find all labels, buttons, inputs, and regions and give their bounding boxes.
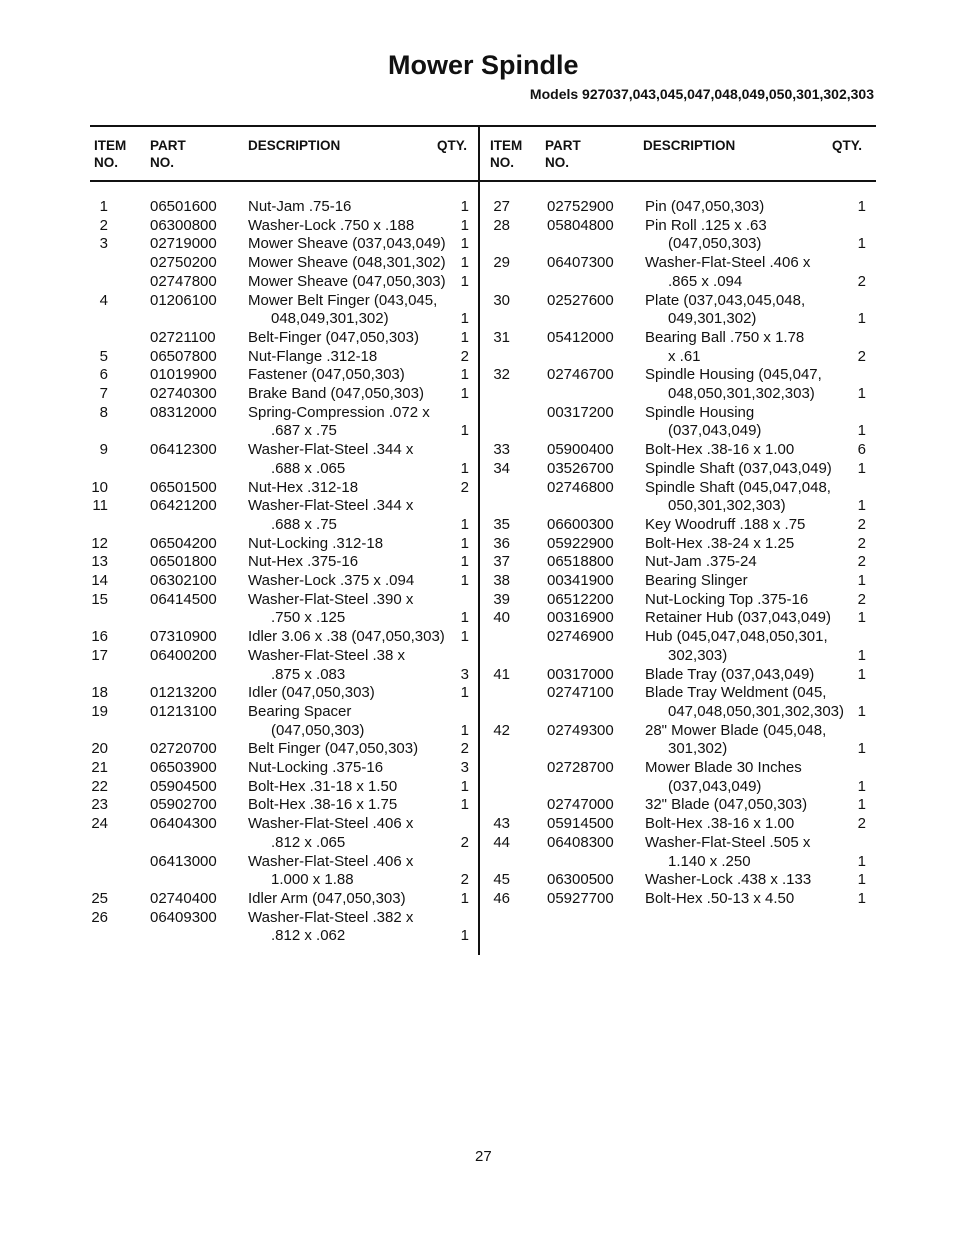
- item-no-cell: 41: [493, 665, 510, 683]
- qty-cell: 1: [460, 609, 469, 627]
- qty-cell: 1: [460, 534, 469, 552]
- part-no-cell: 02747800: [150, 272, 217, 290]
- qty-cell: 1: [857, 665, 866, 683]
- item-no-cell: 21: [91, 759, 108, 776]
- item-no-cell: 19: [91, 702, 108, 720]
- qty-cell: 1: [460, 889, 469, 907]
- table-row: [0, 795, 954, 814]
- part-no-cell: 00317200: [547, 403, 614, 421]
- part-no-cell: 06501600: [150, 198, 217, 215]
- part-no-cell: 00341900: [547, 572, 614, 589]
- table-row: [0, 552, 954, 571]
- description-cell: 1.000 x 1.88: [271, 871, 354, 889]
- qty-cell: 3: [460, 665, 469, 683]
- description-cell: Washer-Flat-Steel .382 x: [248, 908, 414, 926]
- description-cell: Washer-Flat-Steel .406 x: [248, 852, 414, 870]
- part-no-cell: 06504200: [150, 534, 217, 552]
- part-no-cell: 06407300: [547, 254, 614, 272]
- description-cell: Washer-Flat-Steel .38 x: [248, 646, 405, 664]
- models-subtitle: Models 927037,043,045,047,048,049,050,301,302,303: [529, 86, 874, 102]
- part-no-cell: 02746900: [547, 628, 614, 646]
- header-item-no-left: ITEM NO.: [94, 138, 127, 170]
- description-cell: Spindle Housing: [645, 403, 755, 421]
- part-no-cell: 06300800: [150, 216, 217, 234]
- qty-cell: 1: [857, 572, 866, 589]
- description-cell: Retainer Hub (037,043,049): [645, 609, 831, 627]
- qty-cell: 1: [460, 572, 469, 589]
- qty-cell: 1: [460, 272, 469, 290]
- description-cell: Bolt-Hex .38-24 x 1.25: [645, 534, 795, 552]
- table-row: [0, 421, 954, 440]
- description-cell: Bolt-Hex .38-16 x 1.00: [645, 441, 795, 459]
- description-cell: Bolt-Hex .31-18 x 1.50: [248, 777, 398, 795]
- table-header-rule: [90, 180, 876, 182]
- item-no-cell: 28: [493, 216, 510, 234]
- table-row: [0, 253, 954, 272]
- description-cell: Belt Finger (047,050,303): [248, 740, 419, 758]
- description-cell: Mower Blade 30 Inches: [645, 759, 802, 776]
- item-no-cell: 33: [493, 441, 510, 459]
- table-row: [0, 534, 954, 553]
- description-cell: 048,049,301,302): [271, 310, 389, 328]
- description-cell: Bearing Spacer: [248, 702, 352, 720]
- item-no-cell: 27: [493, 198, 510, 215]
- description-cell: 301,302): [668, 740, 728, 758]
- part-no-cell: 02747000: [547, 796, 614, 814]
- table-row: [0, 870, 954, 889]
- part-no-cell: 02746800: [547, 478, 614, 496]
- part-no-cell: 05927700: [547, 889, 614, 907]
- part-no-cell: 07310900: [150, 628, 217, 646]
- table-row: [0, 814, 954, 833]
- description-cell: Key Woodruff .188 x .75: [645, 515, 806, 533]
- qty-cell: 2: [460, 871, 469, 889]
- table-row: [0, 721, 954, 740]
- item-no-cell: 23: [91, 796, 108, 814]
- qty-cell: 1: [857, 889, 866, 907]
- qty-cell: 1: [857, 702, 866, 720]
- table-row: [0, 852, 954, 871]
- description-cell: 28" Mower Blade (045,048,: [645, 721, 827, 739]
- qty-cell: 1: [857, 198, 866, 215]
- qty-cell: 2: [857, 815, 866, 833]
- part-no-cell: 06503900: [150, 759, 217, 776]
- item-no-cell: 7: [99, 385, 108, 402]
- table-row: [0, 384, 954, 403]
- description-cell: Nut-Locking .312-18: [248, 534, 384, 552]
- header-part-no-left: PART NO.: [150, 138, 186, 170]
- part-no-cell: 02719000: [150, 235, 217, 253]
- qty-cell: 1: [857, 796, 866, 814]
- item-no-cell: 20: [91, 740, 108, 758]
- part-no-cell: 08312000: [150, 403, 217, 421]
- part-no-cell: 00317000: [547, 665, 614, 683]
- part-no-cell: 01019900: [150, 366, 217, 384]
- qty-cell: 2: [460, 833, 469, 851]
- part-no-cell: 06507800: [150, 347, 217, 365]
- description-cell: Washer-Flat-Steel .406 x: [248, 815, 414, 833]
- table-row: [0, 272, 954, 291]
- table-row: [0, 739, 954, 758]
- description-cell: 302,303): [668, 646, 728, 664]
- qty-cell: 1: [857, 235, 866, 253]
- part-no-cell: 06413000: [150, 852, 217, 870]
- part-no-cell: 05804800: [547, 216, 614, 234]
- description-cell: 048,050,301,302,303): [668, 385, 815, 402]
- qty-cell: 1: [460, 422, 469, 440]
- table-row: [0, 403, 954, 422]
- description-cell: Bearing Slinger: [645, 572, 748, 589]
- description-cell: Nut-Hex .312-18: [248, 478, 359, 496]
- table-row: [0, 590, 954, 609]
- description-cell: Nut-Jam .375-24: [645, 553, 757, 571]
- description-cell: Nut-Flange .312-18: [248, 347, 378, 365]
- item-no-cell: 24: [91, 815, 108, 833]
- part-no-cell: 02746700: [547, 366, 614, 384]
- item-no-cell: 4: [99, 291, 108, 309]
- qty-cell: 1: [857, 310, 866, 328]
- description-cell: Brake Band (047,050,303): [248, 385, 424, 402]
- qty-cell: 1: [460, 310, 469, 328]
- item-no-cell: 42: [493, 721, 510, 739]
- part-no-cell: 06302100: [150, 572, 217, 589]
- table-row: [0, 309, 954, 328]
- part-no-cell: 06501500: [150, 478, 217, 496]
- qty-cell: 1: [857, 497, 866, 515]
- table-row: [0, 627, 954, 646]
- qty-cell: 1: [460, 366, 469, 384]
- description-cell: .812 x .062: [271, 927, 346, 945]
- qty-cell: 1: [460, 198, 469, 215]
- description-cell: Washer-Flat-Steel .390 x: [248, 590, 414, 608]
- table-row: [0, 496, 954, 515]
- description-cell: Belt-Finger (047,050,303): [248, 328, 419, 346]
- part-no-cell: 02720700: [150, 740, 217, 758]
- item-no-cell: 11: [92, 497, 108, 515]
- description-cell: Nut-Jam .75-16: [248, 198, 352, 215]
- item-no-cell: 8: [99, 403, 108, 421]
- qty-cell: 1: [857, 459, 866, 477]
- qty-cell: 1: [857, 871, 866, 889]
- qty-cell: 1: [857, 740, 866, 758]
- item-no-cell: 22: [91, 777, 108, 795]
- item-no-cell: 37: [493, 553, 510, 571]
- part-no-cell: 06518800: [547, 553, 614, 571]
- page-number: 27: [475, 1148, 492, 1165]
- description-cell: 049,301,302): [668, 310, 757, 328]
- description-cell: Bolt-Hex .38-16 x 1.00: [645, 815, 795, 833]
- description-cell: .750 x .125: [271, 609, 346, 627]
- qty-cell: 2: [460, 740, 469, 758]
- item-no-cell: 18: [91, 684, 108, 702]
- item-no-cell: 16: [91, 628, 108, 646]
- table-row: [0, 777, 954, 796]
- item-no-cell: 10: [91, 478, 108, 496]
- description-cell: Washer-Lock .750 x .188: [248, 216, 415, 234]
- qty-cell: 6: [857, 441, 866, 459]
- table-row: [0, 665, 954, 684]
- table-row: [0, 234, 954, 253]
- item-no-cell: 2: [99, 216, 108, 234]
- qty-cell: 3: [460, 759, 469, 776]
- item-no-cell: 40: [493, 609, 510, 627]
- qty-cell: 2: [857, 272, 866, 290]
- part-no-cell: 02752900: [547, 198, 614, 215]
- table-row: [0, 758, 954, 777]
- table-row: [0, 365, 954, 384]
- description-cell: 047,048,050,301,302,303): [668, 702, 844, 720]
- item-no-cell: 32: [493, 366, 510, 384]
- description-cell: Nut-Hex .375-16: [248, 553, 359, 571]
- item-no-cell: 38: [493, 572, 510, 589]
- item-no-cell: 6: [99, 366, 108, 384]
- qty-cell: 1: [460, 721, 469, 739]
- description-cell: Bolt-Hex .38-16 x 1.75: [248, 796, 398, 814]
- item-no-cell: 31: [493, 328, 510, 346]
- part-no-cell: 02721100: [150, 328, 216, 346]
- part-no-cell: 05914500: [547, 815, 614, 833]
- qty-cell: 1: [460, 459, 469, 477]
- item-no-cell: 15: [91, 590, 108, 608]
- part-no-cell: 06300500: [547, 871, 614, 889]
- part-no-cell: 02740400: [150, 889, 217, 907]
- item-no-cell: 9: [99, 441, 108, 459]
- page-title: Mower Spindle: [388, 50, 579, 80]
- part-no-cell: 05922900: [547, 534, 614, 552]
- description-cell: .687 x .75: [271, 422, 337, 440]
- description-cell: Blade Tray Weldment (045,: [645, 684, 827, 702]
- description-cell: Washer-Flat-Steel .406 x: [645, 254, 811, 272]
- header-qty-right: QTY.: [832, 138, 863, 153]
- item-no-cell: 30: [493, 291, 510, 309]
- part-no-cell: 05412000: [547, 328, 614, 346]
- item-no-cell: 36: [493, 534, 510, 552]
- item-no-cell: 39: [493, 590, 510, 608]
- qty-cell: 1: [460, 927, 469, 945]
- table-row: [0, 926, 954, 945]
- qty-cell: 2: [857, 553, 866, 571]
- part-no-cell: 06421200: [150, 497, 217, 515]
- qty-cell: 1: [857, 777, 866, 795]
- description-cell: Fastener (047,050,303): [248, 366, 405, 384]
- table-row: [0, 908, 954, 927]
- description-cell: Mower Sheave (048,301,302): [248, 254, 446, 272]
- item-no-cell: 17: [91, 646, 108, 664]
- description-cell: (037,043,049): [668, 422, 762, 440]
- description-cell: Bolt-Hex .50-13 x 4.50: [645, 889, 795, 907]
- description-cell: .812 x .065: [271, 833, 346, 851]
- part-no-cell: 02750200: [150, 254, 217, 272]
- item-no-cell: 45: [493, 871, 510, 889]
- description-cell: Washer-Flat-Steel .344 x: [248, 441, 414, 459]
- part-no-cell: 05900400: [547, 441, 614, 459]
- description-cell: Idler 3.06 x .38 (047,050,303): [248, 628, 445, 646]
- description-cell: Idler (047,050,303): [248, 684, 375, 702]
- description-cell: Washer-Flat-Steel .344 x: [248, 497, 414, 515]
- qty-cell: 1: [460, 628, 469, 646]
- header-description-left: DESCRIPTION: [248, 138, 341, 153]
- table-row: [0, 478, 954, 497]
- part-no-cell: 06600300: [547, 515, 614, 533]
- description-cell: Spindle Shaft (037,043,049): [645, 459, 832, 477]
- part-no-cell: 06408300: [547, 833, 614, 851]
- qty-cell: 1: [460, 777, 469, 795]
- table-row: [0, 347, 954, 366]
- description-cell: 1.140 x .250: [668, 852, 751, 870]
- part-no-cell: 05902700: [150, 796, 217, 814]
- qty-cell: 2: [857, 515, 866, 533]
- part-no-cell: 06512200: [547, 590, 614, 608]
- qty-cell: 1: [460, 684, 469, 702]
- qty-cell: 1: [460, 328, 469, 346]
- item-no-cell: 29: [493, 254, 510, 272]
- part-no-cell: 06409300: [150, 908, 217, 926]
- qty-cell: 1: [460, 553, 469, 571]
- description-cell: Washer-Lock .438 x .133: [645, 871, 812, 889]
- description-cell: (047,050,303): [668, 235, 762, 253]
- item-no-cell: 35: [493, 515, 510, 533]
- description-cell: Spindle Shaft (045,047,048,: [645, 478, 831, 496]
- item-no-cell: 14: [91, 572, 108, 589]
- qty-cell: 2: [857, 534, 866, 552]
- part-no-cell: 06412300: [150, 441, 217, 459]
- description-cell: Pin (047,050,303): [645, 198, 765, 215]
- description-cell: Washer-Flat-Steel .505 x: [645, 833, 811, 851]
- description-cell: .688 x .065: [271, 459, 346, 477]
- description-cell: 050,301,302,303): [668, 497, 786, 515]
- qty-cell: 1: [857, 385, 866, 402]
- description-cell: (037,043,049): [668, 777, 762, 795]
- part-no-cell: 02747100: [547, 684, 614, 702]
- table-row: [0, 646, 954, 665]
- description-cell: Mower Belt Finger (043,045,: [248, 291, 438, 309]
- header-description-right: DESCRIPTION: [643, 138, 736, 153]
- part-no-cell: 01213100: [150, 702, 217, 720]
- table-row: [0, 459, 954, 478]
- part-no-cell: 06501800: [150, 553, 217, 571]
- description-cell: x .61: [668, 347, 701, 365]
- table-row: [0, 216, 954, 235]
- qty-cell: 1: [460, 235, 469, 253]
- part-no-cell: 05904500: [150, 777, 217, 795]
- description-cell: Nut-Locking Top .375-16: [645, 590, 809, 608]
- table-row: [0, 571, 954, 590]
- item-no-cell: 46: [493, 889, 510, 907]
- table-top-rule: [90, 125, 876, 127]
- item-no-cell: 12: [91, 534, 108, 552]
- qty-cell: 1: [857, 609, 866, 627]
- description-cell: .865 x .094: [668, 272, 743, 290]
- description-cell: 32" Blade (047,050,303): [645, 796, 808, 814]
- description-cell: Blade Tray (037,043,049): [645, 665, 815, 683]
- part-no-cell: 06400200: [150, 646, 217, 664]
- description-cell: Hub (045,047,048,050,301,: [645, 628, 828, 646]
- part-no-cell: 06414500: [150, 590, 217, 608]
- part-no-cell: 03526700: [547, 459, 614, 477]
- part-no-cell: 01213200: [150, 684, 217, 702]
- item-no-cell: 44: [493, 833, 510, 851]
- item-no-cell: 13: [91, 553, 108, 571]
- description-cell: Plate (037,043,045,048,: [645, 291, 806, 309]
- description-cell: Washer-Lock .375 x .094: [248, 572, 415, 589]
- description-cell: Pin Roll .125 x .63: [645, 216, 767, 234]
- description-cell: Bearing Ball .750 x 1.78: [645, 328, 805, 346]
- table-row: [0, 440, 954, 459]
- description-cell: Spindle Housing (045,047,: [645, 366, 822, 384]
- part-no-cell: 00316900: [547, 609, 614, 627]
- table-row: [0, 683, 954, 702]
- table-row: [0, 702, 954, 721]
- table-row: [0, 197, 954, 216]
- description-cell: Spring-Compression .072 x: [248, 403, 430, 421]
- qty-cell: 1: [857, 422, 866, 440]
- table-row: [0, 608, 954, 627]
- description-cell: Mower Sheave (047,050,303): [248, 272, 446, 290]
- header-item-no-right: ITEM NO.: [490, 138, 523, 170]
- part-no-cell: 06404300: [150, 815, 217, 833]
- description-cell: Idler Arm (047,050,303): [248, 889, 406, 907]
- qty-cell: 1: [460, 385, 469, 402]
- item-no-cell: 26: [91, 908, 108, 926]
- table-row: [0, 291, 954, 310]
- part-no-cell: 02749300: [547, 721, 614, 739]
- part-no-cell: 02728700: [547, 759, 614, 776]
- description-cell: Mower Sheave (037,043,049): [248, 235, 446, 253]
- qty-cell: 1: [460, 796, 469, 814]
- table-row: [0, 328, 954, 347]
- description-cell: (047,050,303): [271, 721, 365, 739]
- qty-cell: 1: [460, 216, 469, 234]
- part-no-cell: 02740300: [150, 385, 217, 402]
- item-no-cell: 3: [99, 235, 108, 253]
- item-no-cell: 1: [99, 198, 108, 215]
- qty-cell: 1: [460, 515, 469, 533]
- qty-cell: 2: [857, 590, 866, 608]
- qty-cell: 1: [460, 254, 469, 272]
- qty-cell: 1: [857, 646, 866, 664]
- table-row: [0, 889, 954, 908]
- item-no-cell: 5: [99, 347, 108, 365]
- item-no-cell: 25: [91, 889, 108, 907]
- table-row: [0, 515, 954, 534]
- table-row: [0, 833, 954, 852]
- qty-cell: 2: [857, 347, 866, 365]
- description-cell: .688 x .75: [271, 515, 337, 533]
- qty-cell: 2: [460, 347, 469, 365]
- description-cell: .875 x .083: [271, 665, 346, 683]
- part-no-cell: 01206100: [150, 291, 217, 309]
- item-no-cell: 43: [493, 815, 510, 833]
- header-qty-left: QTY.: [437, 138, 468, 153]
- qty-cell: 1: [857, 852, 866, 870]
- header-part-no-right: PART NO.: [545, 138, 581, 170]
- part-no-cell: 02527600: [547, 291, 614, 309]
- item-no-cell: 34: [493, 459, 510, 477]
- description-cell: Nut-Locking .375-16: [248, 759, 384, 776]
- qty-cell: 2: [460, 478, 469, 496]
